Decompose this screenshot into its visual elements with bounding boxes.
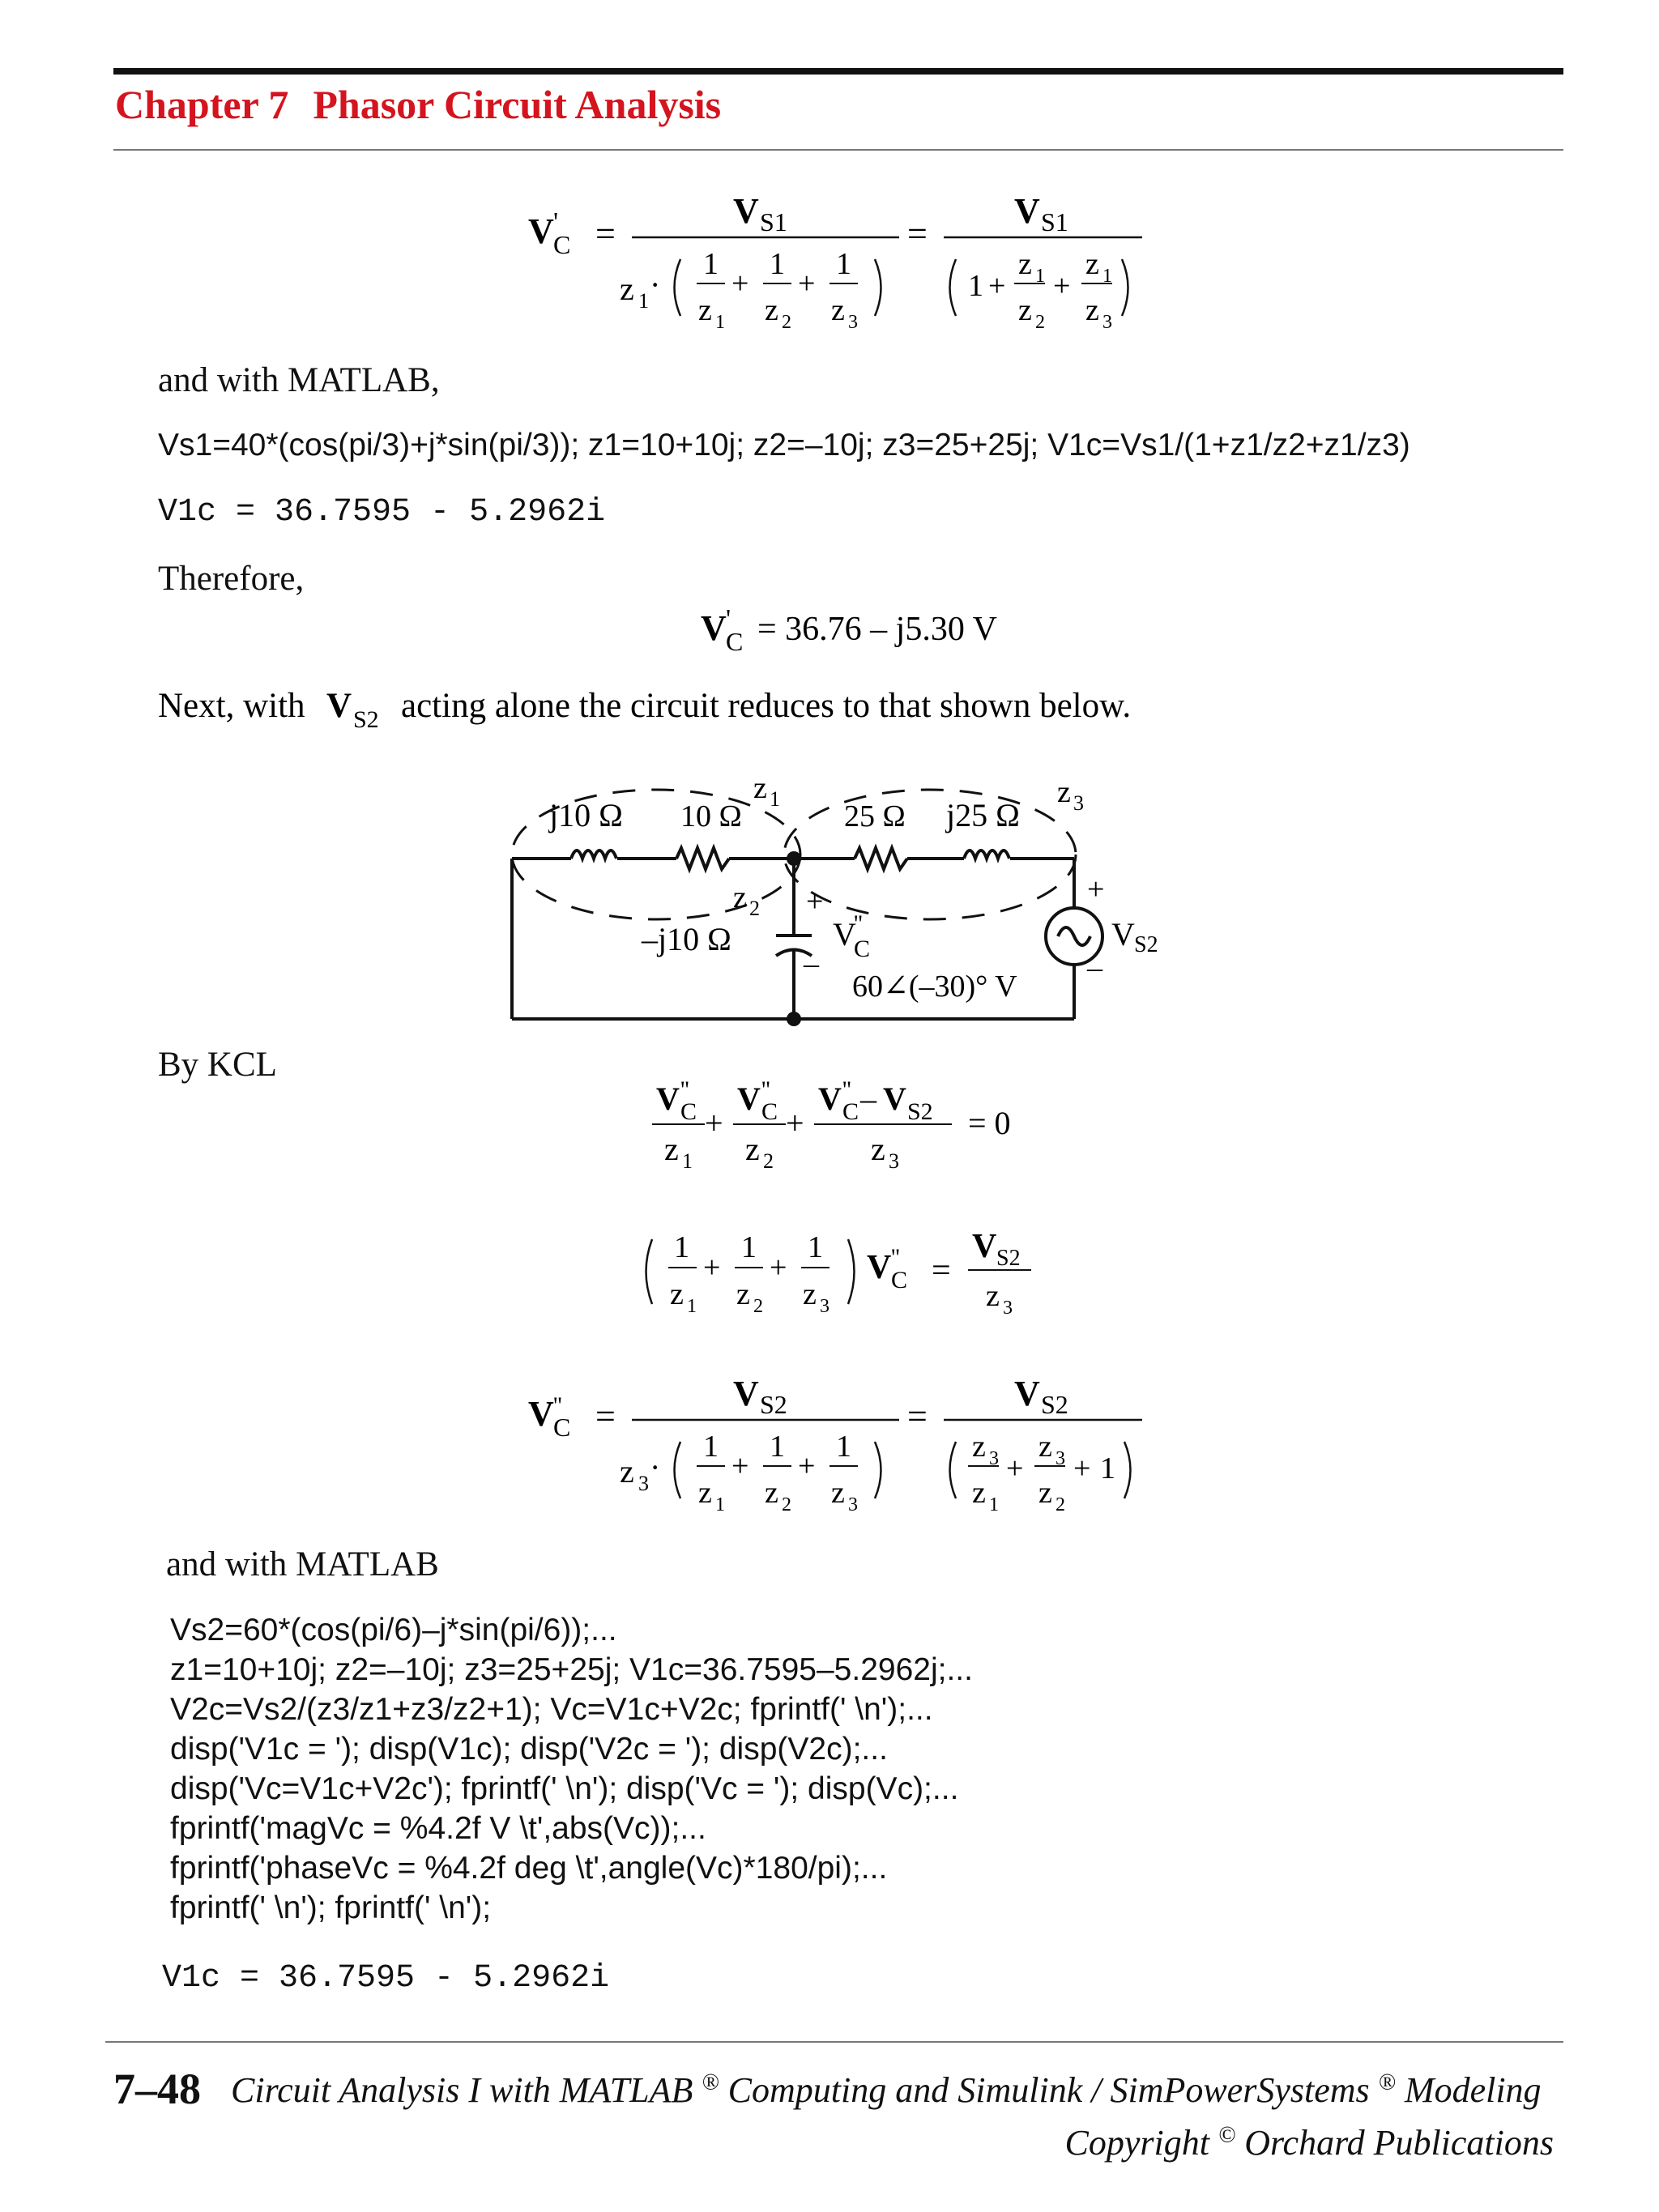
- svg-text:1: 1: [836, 247, 851, 281]
- svg-text:z: z: [1057, 775, 1071, 809]
- svg-text:': ': [553, 207, 559, 237]
- svg-text:z: z: [765, 1476, 778, 1510]
- svg-text:S2: S2: [353, 706, 379, 733]
- svg-text:3: 3: [848, 1494, 858, 1515]
- inductor-1-icon: [571, 850, 616, 859]
- svg-text:3: 3: [989, 1448, 999, 1469]
- svg-text:2: 2: [763, 1149, 774, 1173]
- svg-text:z: z: [1038, 1476, 1052, 1510]
- junction-bottom: [787, 1012, 801, 1026]
- svg-text:+: +: [703, 1251, 721, 1285]
- svg-text:+: +: [1006, 1451, 1024, 1485]
- svg-text:+: +: [786, 1105, 804, 1141]
- eq1-lhs-v: V: [528, 211, 554, 251]
- svg-text:z: z: [733, 880, 747, 914]
- svg-text:2: 2: [753, 1296, 763, 1317]
- matlab-output-1: V1c = 36.7595 - 5.2962i: [158, 494, 606, 531]
- svg-text:z: z: [698, 293, 712, 327]
- svg-text:z: z: [986, 1279, 1000, 1313]
- header-top-rule: [113, 68, 1563, 75]
- svg-text:=: =: [595, 214, 616, 254]
- svg-text:+: +: [798, 1449, 816, 1483]
- svg-text:C: C: [891, 1267, 908, 1294]
- inductor-1-label: j10 Ω: [549, 797, 623, 833]
- svg-text:V: V: [733, 191, 759, 231]
- svg-text:V: V: [701, 608, 727, 648]
- footer-rule: [105, 2041, 1563, 2043]
- svg-text:S2: S2: [907, 1098, 933, 1125]
- svg-text:= 36.76 – j5.30 V: = 36.76 – j5.30 V: [757, 611, 997, 648]
- code-line: Vs2=60*(cos(pi/6)–j*sin(pi/6));...: [170, 1613, 617, 1647]
- svg-text:+: +: [798, 266, 816, 300]
- svg-text:1: 1: [638, 289, 649, 313]
- svg-text:+: +: [731, 266, 749, 300]
- svg-text:+: +: [705, 1105, 723, 1141]
- svg-text:S2: S2: [1134, 932, 1158, 957]
- svg-text:2: 2: [1056, 1494, 1065, 1515]
- page-number: 7–48: [113, 2065, 201, 2113]
- code-line: V2c=Vs2/(z3/z1+z3/z2+1); Vc=V1c+V2c; fprintf(' \n');...: [170, 1692, 933, 1727]
- svg-text:1: 1: [968, 269, 983, 303]
- svg-text:'': '': [842, 1076, 851, 1103]
- svg-text:+: +: [1087, 872, 1105, 906]
- svg-text:–: –: [860, 1080, 876, 1117]
- svg-text:S2: S2: [1041, 1390, 1068, 1419]
- svg-text:2: 2: [782, 312, 791, 333]
- code-line: disp('Vc=V1c+V2c'); fprintf(' \n'); disp('Vc = '); disp(Vc);...: [170, 1771, 959, 1806]
- svg-text:z: z: [1085, 293, 1099, 327]
- svg-text:V: V: [1014, 1374, 1040, 1413]
- svg-text:1: 1: [1100, 1451, 1115, 1485]
- svg-text:2: 2: [782, 1494, 791, 1515]
- svg-text:z: z: [1038, 1430, 1052, 1464]
- svg-text:1: 1: [715, 312, 725, 333]
- svg-text:+: +: [1053, 269, 1071, 303]
- svg-text:z: z: [1018, 293, 1032, 327]
- svg-text:acting alone the circuit reduc: acting alone the circuit reduces to that shown below.: [401, 687, 1132, 725]
- resistor-2-icon: [855, 848, 907, 869]
- z3-boundary: [784, 790, 1076, 919]
- equation-vc-double-prime: [518, 1365, 1166, 1527]
- svg-text:1: 1: [687, 1296, 697, 1317]
- svg-text:1: 1: [703, 1430, 719, 1464]
- svg-text:3: 3: [638, 1472, 649, 1495]
- svg-text:C: C: [842, 1098, 859, 1125]
- svg-text:C: C: [854, 936, 871, 962]
- svg-text:z: z: [620, 271, 634, 307]
- svg-text:=: =: [907, 1396, 928, 1436]
- svg-text:3: 3: [1056, 1448, 1065, 1469]
- svg-text:V: V: [818, 1080, 842, 1117]
- svg-text:1: 1: [989, 1494, 999, 1515]
- equation-admittance: [636, 1215, 1057, 1328]
- svg-text:'': '': [553, 1392, 562, 1419]
- svg-text:z: z: [871, 1131, 885, 1167]
- svg-text:V: V: [656, 1080, 680, 1117]
- svg-text:1: 1: [808, 1230, 823, 1264]
- svg-text:C: C: [553, 1413, 571, 1442]
- svg-text:': ': [726, 604, 731, 634]
- svg-text:V: V: [883, 1080, 906, 1117]
- svg-text:2: 2: [1035, 312, 1045, 333]
- svg-text:3: 3: [1003, 1298, 1013, 1319]
- code-line: z1=10+10j; z2=–10j; z3=25+25j; V1c=36.7595–5.2962j;...: [170, 1652, 973, 1687]
- footer-copyright: Copyright © Orchard Publications: [1064, 2122, 1554, 2163]
- svg-text:S2: S2: [760, 1390, 787, 1419]
- svg-text:1: 1: [703, 247, 719, 281]
- resistor-1-icon: [676, 848, 729, 869]
- header-bottom-rule: [113, 149, 1563, 151]
- svg-text:'': '': [891, 1244, 900, 1271]
- result-vc-prime: [697, 603, 1118, 660]
- svg-text:1: 1: [1035, 266, 1045, 287]
- matlab-output-2: V1c = 36.7595 - 5.2962i: [162, 1960, 610, 1997]
- svg-text:+: +: [770, 1251, 787, 1285]
- chapter-number: Chapter 7: [115, 82, 289, 127]
- svg-text:=: =: [595, 1396, 616, 1436]
- svg-text:V: V: [1111, 916, 1135, 953]
- svg-text:C: C: [761, 1098, 778, 1125]
- svg-text:+: +: [731, 1449, 749, 1483]
- svg-text:S1: S1: [760, 207, 787, 237]
- svg-text:V: V: [326, 687, 352, 725]
- source-value-label: 60∠(–30)° V: [852, 970, 1017, 1004]
- svg-text:2: 2: [749, 897, 760, 920]
- svg-text:=: =: [907, 214, 928, 254]
- svg-text:V: V: [1014, 191, 1040, 231]
- resistor-1-label: 10 Ω: [680, 799, 742, 833]
- svg-text:'': '': [854, 910, 863, 937]
- svg-text:C: C: [726, 627, 744, 656]
- svg-text:= 0: = 0: [968, 1105, 1011, 1141]
- svg-text:z: z: [972, 1476, 986, 1510]
- next-sentence: [154, 680, 1288, 737]
- matlab-intro-text-2: and with MATLAB: [166, 1545, 439, 1583]
- svg-text:1: 1: [836, 1430, 851, 1464]
- svg-text:1: 1: [770, 787, 780, 811]
- svg-text:C: C: [680, 1098, 697, 1125]
- svg-text:C: C: [553, 230, 571, 259]
- svg-text:3: 3: [1102, 312, 1112, 333]
- resistor-2-label: 25 Ω: [844, 799, 906, 833]
- svg-text:1: 1: [741, 1230, 757, 1264]
- code-line: fprintf(' \n'); fprintf(' \n');: [170, 1890, 492, 1925]
- svg-text:z: z: [972, 1430, 986, 1464]
- svg-text:z: z: [831, 293, 845, 327]
- footer-book-title: Circuit Analysis I with MATLAB ® Computing and Simulink / SimPowerSystems ® Modeling: [231, 2069, 1542, 2110]
- svg-text:z: z: [831, 1476, 845, 1510]
- svg-text:Next, with: Next, with: [158, 687, 305, 725]
- svg-text:3: 3: [1073, 791, 1084, 815]
- svg-text:z: z: [620, 1453, 634, 1490]
- svg-text:1: 1: [674, 1230, 689, 1264]
- chapter-title: Phasor Circuit Analysis: [313, 82, 722, 127]
- svg-text:'': '': [761, 1076, 770, 1103]
- capacitor-label: –j10 Ω: [642, 921, 731, 957]
- svg-text:1: 1: [770, 1430, 785, 1464]
- svg-text:z: z: [803, 1277, 817, 1311]
- equation-kcl: [640, 1069, 1061, 1174]
- svg-text:1: 1: [770, 247, 785, 281]
- svg-text:V: V: [733, 1374, 759, 1413]
- svg-text:'': '': [680, 1076, 689, 1103]
- inductor-2-icon: [964, 850, 1009, 859]
- svg-text:3: 3: [848, 312, 858, 333]
- svg-text:S1: S1: [1041, 207, 1068, 237]
- svg-text:+: +: [806, 884, 824, 918]
- svg-text:V: V: [833, 916, 856, 953]
- svg-text:–: –: [804, 947, 819, 981]
- svg-text:z: z: [664, 1131, 679, 1167]
- svg-text:3: 3: [820, 1296, 830, 1317]
- matlab-intro-text: and with MATLAB,: [158, 361, 440, 399]
- equation-vc-prime: [518, 182, 1166, 344]
- svg-text:·: ·: [650, 1449, 661, 1485]
- svg-text:=: =: [932, 1252, 951, 1289]
- svg-text:1: 1: [715, 1494, 725, 1515]
- inductor-2-label: j25 Ω: [946, 797, 1020, 833]
- circuit-diagram: [502, 765, 1183, 1041]
- code-line: disp('V1c = '); disp(V1c); disp('V2c = '); disp(V2c);...: [170, 1732, 888, 1767]
- svg-text:V: V: [528, 1394, 554, 1434]
- svg-text:S2: S2: [996, 1246, 1021, 1271]
- code-line: fprintf('phaseVc = %4.2f deg \t',angle(Vc)*180/pi);...: [170, 1851, 888, 1886]
- kcl-label: By KCL: [158, 1046, 277, 1084]
- svg-text:z: z: [670, 1277, 684, 1311]
- matlab-code-block-2: [170, 1610, 973, 1928]
- svg-text:z: z: [745, 1131, 760, 1167]
- svg-text:·: ·: [650, 266, 661, 303]
- svg-text:1: 1: [1102, 266, 1112, 287]
- svg-text:+: +: [988, 269, 1006, 303]
- svg-text:z: z: [1085, 247, 1099, 281]
- svg-text:3: 3: [889, 1149, 899, 1173]
- svg-text:–: –: [1087, 951, 1102, 985]
- matlab-code-line-1: Vs1=40*(cos(pi/3)+j*sin(pi/3)); z1=10+10j; z2=–10j; z3=25+25j; V1c=Vs1/(1+z1/z2+z1/z3): [158, 428, 1410, 462]
- svg-text:z: z: [736, 1277, 750, 1311]
- svg-text:z: z: [753, 771, 767, 805]
- svg-text:V: V: [737, 1080, 761, 1117]
- therefore-text: Therefore,: [158, 560, 305, 598]
- code-line: fprintf('magVc = %4.2f V \t',abs(Vc));...: [170, 1811, 706, 1846]
- svg-text:z: z: [1018, 247, 1032, 281]
- svg-text:z: z: [765, 293, 778, 327]
- svg-text:V: V: [972, 1228, 997, 1265]
- chapter-heading: [115, 81, 721, 128]
- svg-text:z: z: [698, 1476, 712, 1510]
- svg-text:1: 1: [682, 1149, 693, 1173]
- svg-text:+: +: [1073, 1451, 1091, 1485]
- svg-text:V: V: [867, 1249, 892, 1286]
